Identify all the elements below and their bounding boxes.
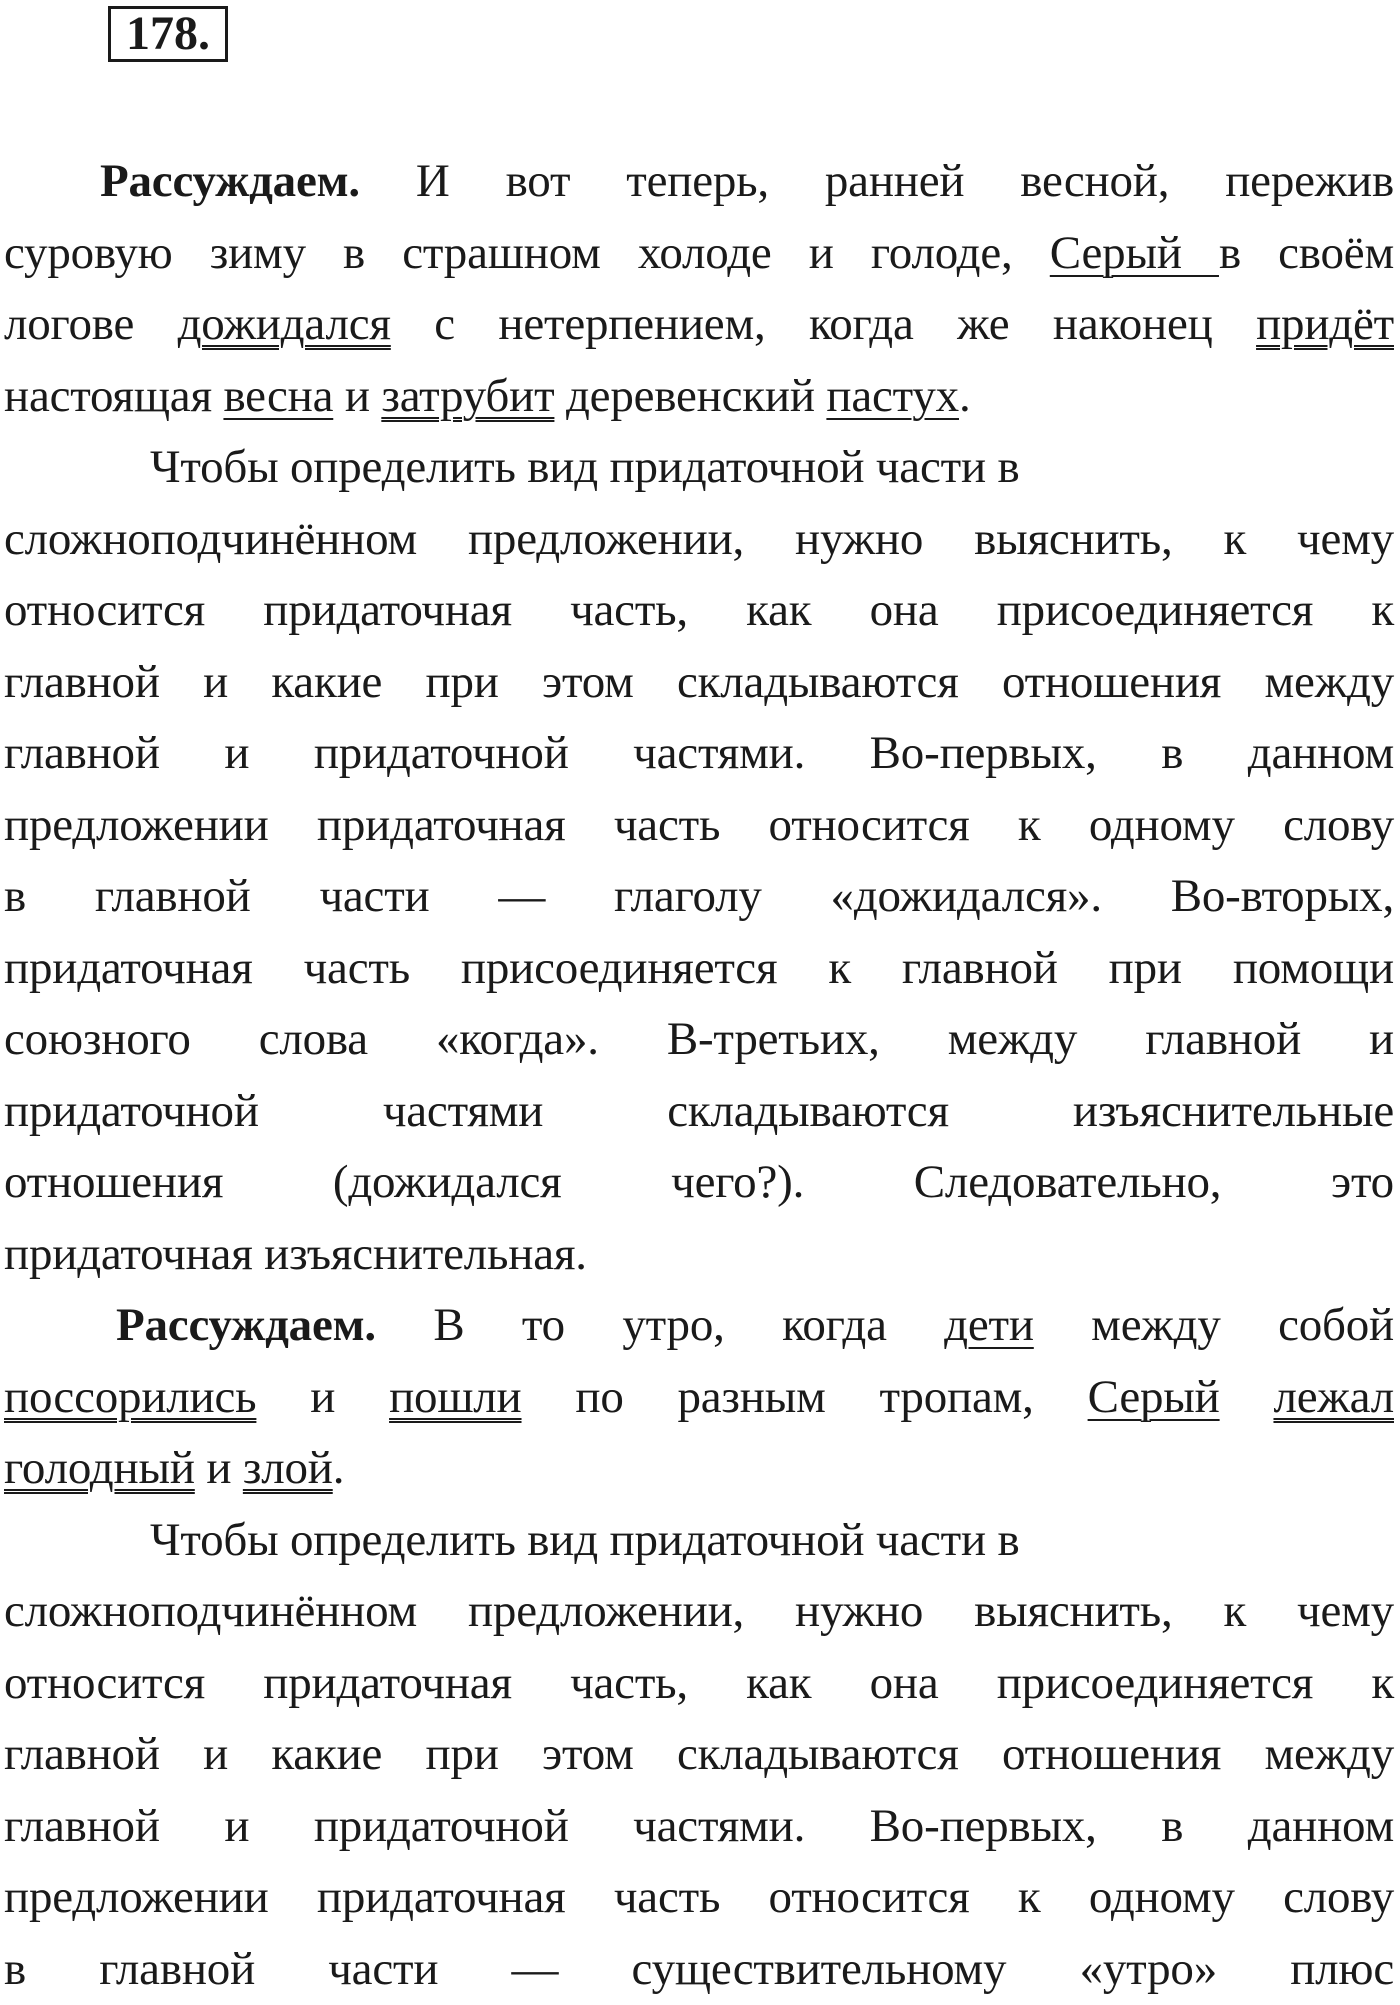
p1-line-4 <box>4 361 1394 433</box>
p1-line-3 <box>4 289 1394 361</box>
reasoning-label: Рассуждаем. <box>116 1299 376 1351</box>
exercise-number: 178 <box>126 7 198 60</box>
text-run: . <box>333 1442 345 1494</box>
p4-line: предложении придаточная часть относится к одному слову <box>4 1862 1394 1934</box>
p1-line-1 <box>4 146 1394 218</box>
p4-line: относится придаточная часть, как она присоединяется к <box>4 1648 1394 1720</box>
p2-line: придаточная часть присоединяется к главной при помощи <box>4 933 1394 1005</box>
p2-line: союзного слова «когда». В-третьих, между главной и <box>4 1004 1394 1076</box>
text-run: между собой <box>1034 1299 1394 1351</box>
text-run: по разным тропам, <box>522 1371 1088 1423</box>
p2-line: главной и придаточной частями. Во-первых, в данном <box>4 718 1394 790</box>
p3-line-2 <box>4 1362 1394 1434</box>
text-run: . <box>959 370 971 422</box>
text-run: и <box>195 1442 243 1494</box>
text-run: и <box>333 370 381 422</box>
predicate-word: дожидался <box>178 298 391 350</box>
p3-line-3 <box>4 1433 1394 1505</box>
predicate-word: пошли <box>389 1371 521 1423</box>
subject-word: пастух <box>826 370 959 422</box>
p2-line: сложноподчинённом предложении, нужно выяснить, к чему <box>4 504 1394 576</box>
text-run: с нетерпением, когда же наконец <box>391 298 1256 350</box>
text-run: суровую зиму в страшном холоде и голоде, <box>4 227 1050 279</box>
text-run: в своём <box>1219 227 1394 279</box>
predicate-word: поссорились <box>4 1371 256 1423</box>
exercise-text <box>4 146 1394 2005</box>
p2-line: относится придаточная часть, как она присоединяется к <box>4 575 1394 647</box>
text-run: И вот теперь, ранней весной, пережив <box>360 155 1394 207</box>
subject-word: весна <box>223 370 333 422</box>
subject-word: Серый <box>1088 1371 1220 1423</box>
predicate-word: голодный <box>4 1442 195 1494</box>
p2-line: придаточная изъяснительная. <box>4 1219 1394 1291</box>
exercise-number-box <box>108 6 228 62</box>
p2-line: предложении придаточная часть относится к одному слову <box>4 790 1394 862</box>
reasoning-label: Рассуждаем. <box>100 155 360 207</box>
predicate-word: злой <box>243 1442 333 1494</box>
p4-line: в главной части — существительному «утро» плюс <box>4 1934 1394 2005</box>
p2-line: придаточной частями складываются изъяснительные <box>4 1076 1394 1148</box>
p4-line: сложноподчинённом предложении, нужно выяснить, к чему <box>4 1576 1394 1648</box>
p4-line: главной и какие при этом складываются отношения между <box>4 1719 1394 1791</box>
p4-line: Чтобы определить вид придаточной части в <box>4 1505 1394 1577</box>
p2-line: Чтобы определить вид придаточной части в <box>4 432 1394 504</box>
text-run: и <box>256 1371 389 1423</box>
text-run: деревенский <box>554 370 826 422</box>
text-run: логове <box>4 298 178 350</box>
p4-line: главной и придаточной частями. Во-первых, в данном <box>4 1791 1394 1863</box>
subject-word: Серый <box>1050 227 1219 279</box>
text-run: настоящая <box>4 370 223 422</box>
exercise-number-dot: . <box>198 7 210 60</box>
p3-line-1 <box>4 1290 1394 1362</box>
text-run: В то утро, когда <box>376 1299 944 1351</box>
p2-line: отношения (дожидался чего?). Следовательно, это <box>4 1147 1394 1219</box>
p2-line: главной и какие при этом складываются отношения между <box>4 647 1394 719</box>
predicate-word: лежал <box>1273 1371 1394 1423</box>
p1-line-2 <box>4 218 1394 290</box>
predicate-word: придёт <box>1256 298 1394 350</box>
predicate-word: затрубит <box>381 370 554 422</box>
subject-word: дети <box>944 1299 1034 1351</box>
text-run <box>1220 1371 1274 1423</box>
p2-line: в главной части — глаголу «дожидался». Во-вторых, <box>4 861 1394 933</box>
